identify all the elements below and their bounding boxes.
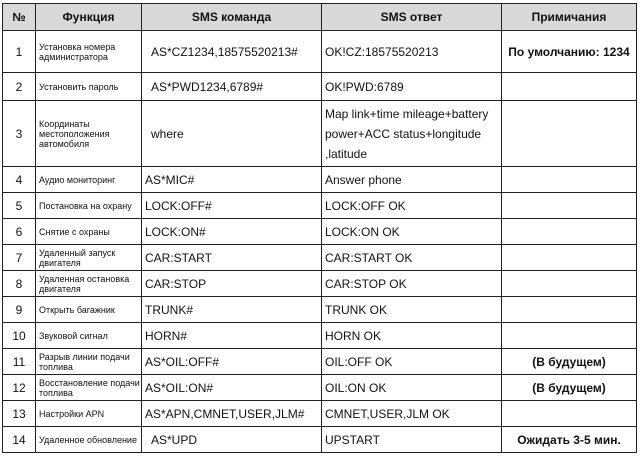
- row-command: CAR:STOP: [142, 271, 322, 297]
- sms-command-table: [2, 3, 637, 453]
- row-function: Установка номера администратора: [36, 31, 142, 73]
- row-response: OIL:OFF OK: [322, 349, 502, 375]
- table-row: [3, 271, 637, 297]
- row-note: [502, 193, 637, 219]
- table-row: [3, 245, 637, 271]
- row-command-text: AS*CZ1234,18575520213#: [151, 44, 298, 59]
- row-response: LOCK:ON OK: [322, 219, 502, 245]
- row-note: [502, 271, 637, 297]
- row-function: Разрыв линии подачи топлива: [36, 349, 142, 375]
- row-command: HORN#: [142, 323, 322, 349]
- row-command: [142, 31, 322, 73]
- row-response: Answer phone: [322, 167, 502, 193]
- row-note: (В будущем): [502, 375, 637, 401]
- row-command: LOCK:OFF#: [142, 193, 322, 219]
- row-function: Восстановление подачи топлива: [36, 375, 142, 401]
- table-row: [3, 193, 637, 219]
- table-row: [3, 101, 637, 167]
- header-sms-command: SMS команда: [142, 4, 322, 31]
- row-number: 4: [3, 167, 36, 193]
- row-note: Ожидать 3-5 мин.: [502, 427, 637, 453]
- row-command-text: AS*PWD1234,6789#: [151, 79, 264, 94]
- row-note: [502, 219, 637, 245]
- row-note: По умолчанию: 1234: [502, 31, 637, 73]
- row-number: 2: [3, 73, 36, 101]
- row-number: 5: [3, 193, 36, 219]
- row-response: LOCK:OFF OK: [322, 193, 502, 219]
- table-row: [3, 349, 637, 375]
- table-row: [3, 375, 637, 401]
- row-command-text: where: [151, 126, 184, 141]
- table-row: [3, 323, 637, 349]
- row-note: [502, 245, 637, 271]
- row-command: AS*OIL:OFF#: [142, 349, 322, 375]
- row-command: [142, 101, 322, 167]
- row-response: CAR:START OK: [322, 245, 502, 271]
- row-number: 13: [3, 401, 36, 427]
- row-response: OK!PWD:6789: [322, 73, 502, 101]
- row-command: AS*MIC#: [142, 167, 322, 193]
- row-command: AS*OIL:ON#: [142, 375, 322, 401]
- row-command: CAR:START: [142, 245, 322, 271]
- row-command: [142, 427, 322, 453]
- row-function: Координаты местоположения автомобиля: [36, 101, 142, 167]
- header-notes: Примичания: [502, 4, 637, 31]
- table-row: [3, 167, 637, 193]
- row-number: 1: [3, 31, 36, 73]
- row-response: HORN OK: [322, 323, 502, 349]
- row-response: Map link+time mileage+battery power+ACC status+longitude ,latitude: [322, 101, 502, 167]
- table-row: [3, 73, 637, 101]
- row-note: [502, 101, 637, 167]
- row-number: 8: [3, 271, 36, 297]
- row-function: Звуковой сигнал: [36, 323, 142, 349]
- row-function: Удаленное обновление: [36, 427, 142, 453]
- row-note: [502, 297, 637, 323]
- row-note: (В будущем): [502, 349, 637, 375]
- row-response: OK!CZ:18575520213: [322, 31, 502, 73]
- row-number: 3: [3, 101, 36, 167]
- row-number: 10: [3, 323, 36, 349]
- header-number: №: [3, 4, 36, 31]
- row-function: Снятие с охраны: [36, 219, 142, 245]
- row-command: LOCK:ON#: [142, 219, 322, 245]
- row-function: Установить пароль: [36, 73, 142, 101]
- row-note: [502, 401, 637, 427]
- table-row: [3, 427, 637, 453]
- row-function: Настройки APN: [36, 401, 142, 427]
- row-number: 7: [3, 245, 36, 271]
- row-function: Удаленный запуск двигателя: [36, 245, 142, 271]
- row-response: CAR:STOP OK: [322, 271, 502, 297]
- row-number: 14: [3, 427, 36, 453]
- row-command-text: AS*UPD: [151, 432, 198, 447]
- table-row: [3, 401, 637, 427]
- row-response: OIL:ON OK: [322, 375, 502, 401]
- row-number: 9: [3, 297, 36, 323]
- row-response: TRUNK OK: [322, 297, 502, 323]
- row-number: 11: [3, 349, 36, 375]
- row-note: [502, 167, 637, 193]
- row-command: [142, 73, 322, 101]
- row-note: [502, 323, 637, 349]
- row-number: 6: [3, 219, 36, 245]
- table-row: [3, 31, 637, 73]
- row-function: Открыть багажник: [36, 297, 142, 323]
- header-sms-response: SMS ответ: [322, 4, 502, 31]
- row-function: Постановка на охрану: [36, 193, 142, 219]
- row-response: UPSTART: [322, 427, 502, 453]
- table-row: [3, 219, 637, 245]
- row-function: Аудио мониторинг: [36, 167, 142, 193]
- row-command: AS*APN,CMNET,USER,JLM#: [142, 401, 322, 427]
- row-number: 12: [3, 375, 36, 401]
- row-note: [502, 73, 637, 101]
- header-function: Функция: [36, 4, 142, 31]
- row-command: TRUNK#: [142, 297, 322, 323]
- row-response: CMNET,USER,JLM OK: [322, 401, 502, 427]
- table-row: [3, 297, 637, 323]
- row-function: Удаленная остановка двигателя: [36, 271, 142, 297]
- header-row: [3, 4, 637, 31]
